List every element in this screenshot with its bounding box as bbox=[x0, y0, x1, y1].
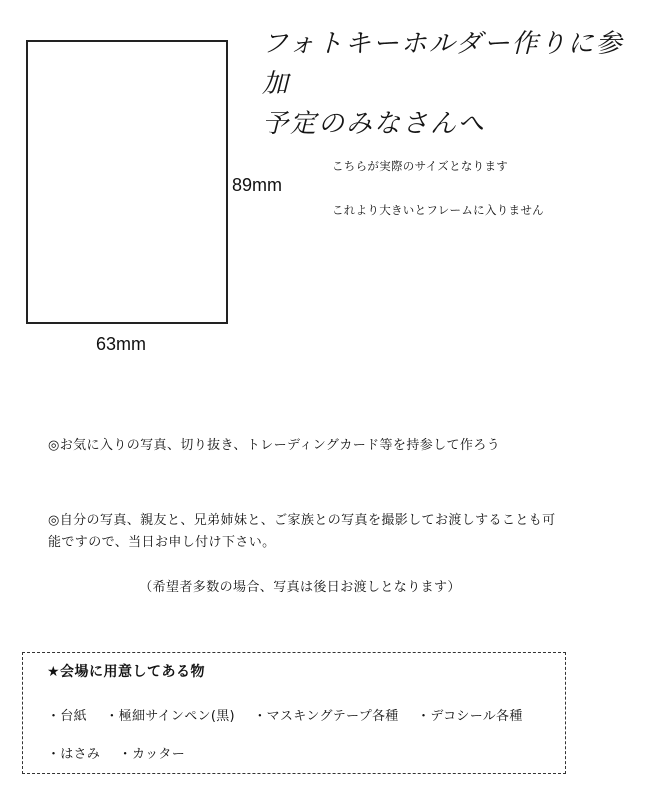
width-dimension-label: 63mm bbox=[96, 334, 147, 354]
supply-item: ・マスキングテープ各種 bbox=[253, 709, 399, 724]
supply-item: ・台紙 bbox=[47, 709, 87, 724]
photo-service-paragraph bbox=[48, 510, 608, 554]
title-line-2: 予定のみなさんへ bbox=[262, 109, 486, 139]
supply-item: ・極細サインペン(黒) bbox=[105, 709, 235, 724]
supply-item: ・カッター bbox=[118, 747, 186, 762]
supply-item: ・デコシール各種 bbox=[417, 709, 523, 724]
supplies-row-1 bbox=[47, 705, 537, 724]
handwritten-title bbox=[262, 24, 646, 144]
size-note-frame-limit: これより大きいとフレームに入りません bbox=[332, 203, 544, 217]
photo-service-line-2: 能ですので、当日お申し付け下さい。 bbox=[48, 535, 276, 550]
supplies-box bbox=[22, 652, 566, 774]
bring-photos-paragraph: ◎お気に入りの写真、切り抜き、トレーディングカード等を持参して作ろう bbox=[48, 438, 501, 453]
supplies-row-2 bbox=[47, 743, 199, 762]
height-dimension-label: 89mm bbox=[232, 175, 283, 195]
supplies-heading: ★会場に用意してある物 bbox=[47, 664, 206, 680]
actual-size-frame bbox=[26, 40, 228, 324]
photo-service-line-1: ◎自分の写真、親友と、兄弟姉妹と、ご家族との写真を撮影してお渡しすることも可 bbox=[48, 513, 556, 528]
later-delivery-note: （希望者多数の場合、写真は後日お渡しとなります） bbox=[139, 580, 461, 595]
title-line-1: フォトキーホルダー作りに参加 bbox=[262, 29, 624, 99]
supply-item: ・はさみ bbox=[47, 747, 101, 762]
size-note-actual: こちらが実際のサイズとなります bbox=[332, 159, 509, 173]
